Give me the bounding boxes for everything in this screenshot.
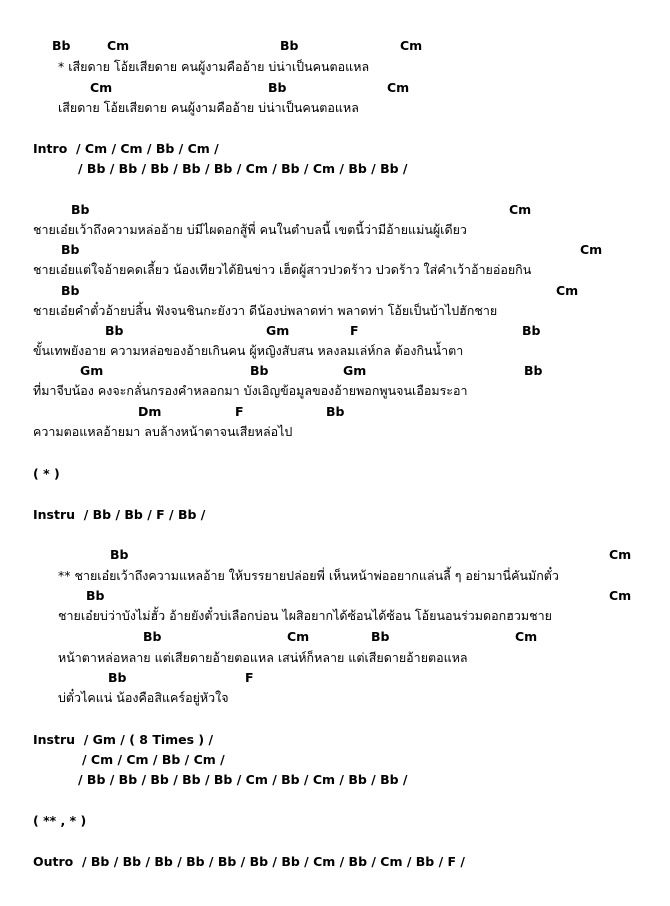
chord: Bb [110, 547, 129, 562]
intro-line: Intro / Cm / Cm / Bb / Cm / [33, 141, 219, 156]
lyric-line: ชายเอ๋ยบ่ว่าบังไม่ฮั้ว อ้ายยังตั๋วบ่เลือกบ่อน ไผสิอยากได้ซ้อนได้ซ้อน โอ้ยนอนร่วมดอกฮวมชาย [58, 608, 552, 623]
chord: Bb [280, 38, 299, 53]
lyric-line: หน้าตาหล่อหลาย แต่เสียดายอ้ายตอแหล เสน่ห์ก็หลาย แต่เสียดายอ้ายตอแหล [58, 650, 468, 665]
chord: Bb [522, 323, 541, 338]
chord-line [0, 627, 670, 647]
instru-line: Instru / Bb / Bb / F / Bb / [33, 507, 206, 522]
chord: Gm [80, 363, 104, 378]
chord: Bb [108, 670, 127, 685]
chord: Cm [509, 202, 532, 217]
chord: Cm [400, 38, 423, 53]
chord: F [350, 323, 359, 338]
chord: Bb [326, 404, 345, 419]
chord: Cm [287, 629, 310, 644]
chord-line [0, 321, 670, 341]
lyric-line: บ่ตั๋วไคแน่ น้องคือสิแคร์อยู่หัวใจ [58, 690, 229, 705]
chord-line [0, 402, 670, 422]
lyric-line: ชายเอ๋ยเว้าถึงความหล่ออ้าย บ่มีไผดอกสู้พี่ คนในตำบลนี้ เขตนี้ว่ามีอ้ายแม่นผู้เดียว [33, 222, 467, 237]
instru-line: Instru / Gm / ( 8 Times ) / [33, 732, 214, 747]
chord: Cm [515, 629, 538, 644]
lyric-line: ขั้นเทพยังอาย ความหล่อของอ้ายเกินคน ผู้หญิงสับสน หลงลมเล่ห์กล ต้องกินน้ำตา [33, 343, 464, 358]
chord: Gm [343, 363, 367, 378]
chord: Bb [250, 363, 269, 378]
lyric-line: ความตอแหลอ้ายมา ลบล้างหน้าตาจนเสียหล่อไป [33, 424, 293, 439]
outro-line: Outro / Bb / Bb / Bb / Bb / Bb / Bb / Bb / Cm / Bb / Cm / Bb / F / [33, 854, 465, 869]
chord: Bb [268, 80, 287, 95]
chord: Cm [609, 547, 632, 562]
instru-line: / Bb / Bb / Bb / Bb / Bb / Cm / Bb / Cm / Bb / Bb / [78, 772, 408, 787]
lyric-line: ชายเอ๋ยแต่ใจอ้ายคดเลี้ยว น้องเทียวได้ยินข่าว เฮ็ดผู้สาวปวดร้าว ปวดร้าว ใส่คำเว้าอ้ายอ่อยกิน [33, 262, 532, 277]
lyric-line: ที่มาจีบน้อง คงจะกลั่นกรองคำหลอกมา บังเอิญข้อมูลของอ้ายพอกพูนจนเอือมระอา [33, 383, 468, 398]
intro-line: / Bb / Bb / Bb / Bb / Bb / Cm / Bb / Cm / Bb / Bb / [78, 161, 408, 176]
chord: Dm [138, 404, 162, 419]
chord-line [0, 78, 670, 98]
chord: Cm [387, 80, 410, 95]
chord: Cm [580, 242, 603, 257]
chord-line [0, 545, 670, 565]
lyric-line: * เสียดาย โอ้ยเสียดาย คนผู้งามคืออ้าย บ่น่าเป็นคนตอแหล [58, 59, 370, 74]
repeat-marker: ( * ) [33, 466, 60, 481]
chord: Bb [86, 588, 105, 603]
chord: Bb [371, 629, 390, 644]
chord: Bb [524, 363, 543, 378]
chord: Cm [609, 588, 632, 603]
chord-line [0, 586, 670, 606]
chord-line [0, 200, 670, 220]
chord-line [0, 36, 670, 56]
chord: Cm [107, 38, 130, 53]
chord-line [0, 240, 670, 260]
lyric-line: ชายเอ๋ยคำตั๋วอ้ายบ่สิ้น ฟังจนชินกะยังวา ดีน้องบ่พลาดท่า พลาดท่า โอ้ยเป็นบ้าไปฮักชาย [33, 303, 498, 318]
chord: F [245, 670, 254, 685]
instru-line: / Cm / Cm / Bb / Cm / [82, 752, 225, 767]
chord: Bb [143, 629, 162, 644]
lyric-line: เสียดาย โอ้ยเสียดาย คนผู้งามคืออ้าย บ่น่าเป็นคนตอแหล [58, 100, 359, 115]
chord: Bb [71, 202, 90, 217]
chord-line [0, 281, 670, 301]
chord: F [235, 404, 244, 419]
repeat-marker: ( ** , * ) [33, 813, 87, 828]
chord: Cm [556, 283, 579, 298]
chord-line [0, 361, 670, 381]
lyric-line: ** ชายเอ๋ยเว้าถึงความแหลอ้าย ให้บรรยายปล่อยพี่ เห็นหน้าพ่ออยากแล่นลี้ ๆ อย่ามานี่คันมักตั๋ว [58, 568, 559, 583]
chord: Bb [61, 283, 80, 298]
chord: Bb [105, 323, 124, 338]
chord: Bb [52, 38, 71, 53]
chord: Bb [61, 242, 80, 257]
chord: Gm [266, 323, 290, 338]
chord: Cm [90, 80, 113, 95]
chord-line [0, 668, 670, 688]
